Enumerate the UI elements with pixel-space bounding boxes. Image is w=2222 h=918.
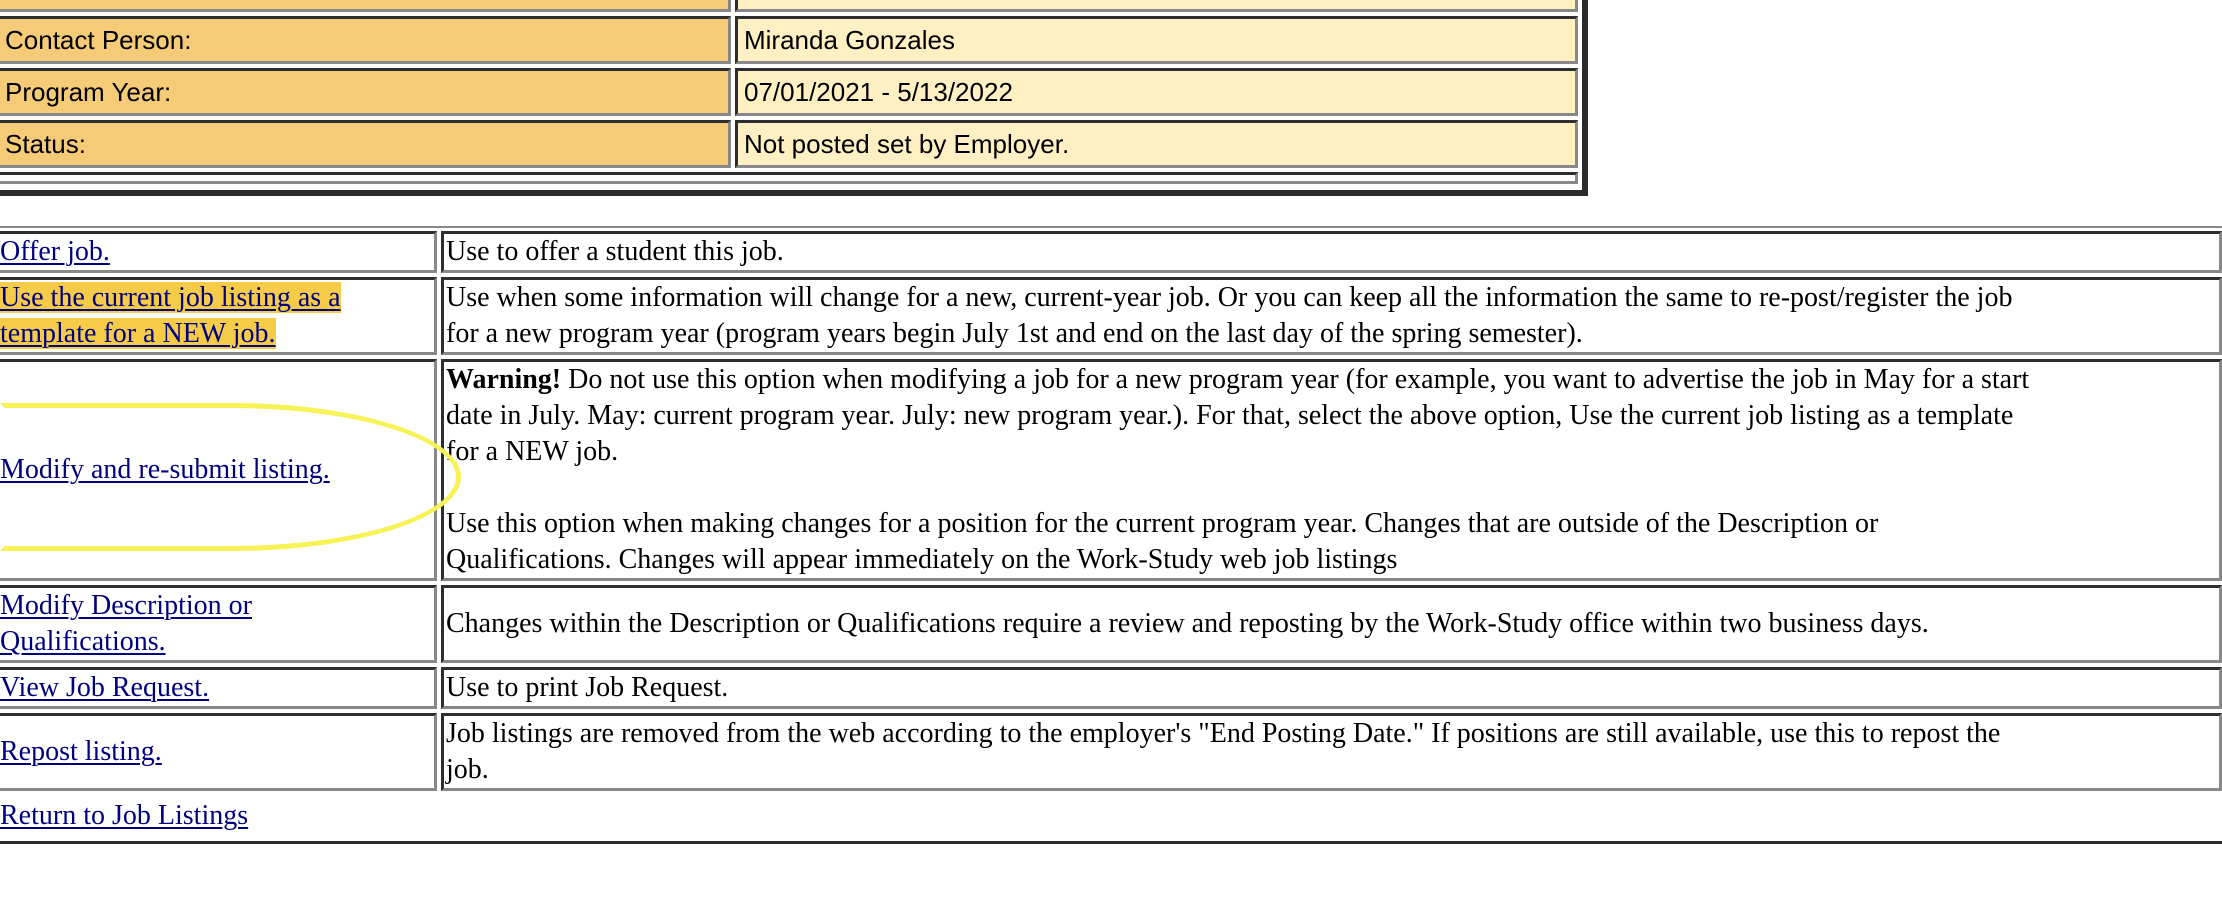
template-link-line-2: template for a NEW job. — [0, 318, 276, 349]
repost-description-line-2: job. — [446, 754, 489, 785]
action-link-cell — [0, 667, 437, 709]
modify-description-line-2: Qualifications. Changes will appear immediately on the Work-Study web job listings — [446, 544, 1398, 575]
return-cell — [0, 795, 2222, 837]
warning-text: Do not use this option when modifying a job for a new program year (for example, you want to advertise the job in May for a start — [561, 364, 2030, 395]
template-description-line-2: for a new program year (program years begin July 1st and end on the last day of the spring semester). — [446, 318, 1583, 349]
program-year-value: 07/01/2021 - 5/13/2022 — [735, 68, 1578, 116]
job-actions-table — [0, 226, 2222, 844]
view-job-request-link[interactable]: View Job Request. — [0, 672, 210, 703]
modify-description-link-line-1: Modify Description or — [0, 590, 252, 621]
action-description — [441, 231, 2222, 273]
warning-label: Warning! — [446, 364, 562, 395]
modify-description-link[interactable] — [0, 588, 434, 660]
warning-line-2: date in July. May: current program year. July: new program year.). For that, select the above option, Use the current job listing as a template — [446, 400, 2014, 431]
action-row-modify-resubmit — [0, 359, 2222, 581]
modify-description-link-line-2: Qualifications. — [0, 626, 166, 657]
action-row-offer-job — [0, 231, 2222, 273]
repost-description-line-1: Job listings are removed from the web according to the employer's "End Posting Date." If positions are still available, use this to repost the — [446, 718, 2001, 749]
info-label — [0, 0, 731, 12]
repost-listing-link[interactable]: Repost listing. — [0, 736, 162, 767]
action-row-modify-description — [0, 585, 2222, 663]
template-description-line-1: Use when some information will change for a new, current-year job. Or you can keep all the information the same to re-post/register the job — [446, 282, 2013, 313]
action-description — [441, 667, 2222, 709]
action-link-cell — [0, 585, 437, 663]
contact-person-label: Contact Person: — [0, 16, 731, 64]
template-link-line-1: Use the current job listing as a — [0, 282, 341, 313]
status-value: Not posted set by Employer. — [735, 120, 1578, 168]
action-description — [441, 713, 2222, 791]
return-to-job-listings-link[interactable]: Return to Job Listings — [0, 800, 249, 831]
action-row-view-job-request — [0, 667, 2222, 709]
info-row-status — [0, 120, 1578, 168]
warning-line-1 — [446, 362, 2217, 398]
info-row-partial — [0, 0, 1578, 12]
action-description — [441, 277, 2222, 355]
offer-job-link[interactable]: Offer job. — [0, 236, 110, 267]
info-row-contact-person — [0, 16, 1578, 64]
action-description — [441, 585, 2222, 663]
info-value — [735, 0, 1578, 12]
offer-job-description: Use to offer a student this job. — [446, 236, 784, 267]
info-row-program-year — [0, 68, 1578, 116]
status-label: Status: — [0, 120, 731, 168]
view-job-request-description: Use to print Job Request. — [446, 672, 729, 703]
action-row-repost-listing — [0, 713, 2222, 791]
modify-resubmit-link[interactable]: Modify and re-submit listing. — [0, 454, 330, 485]
contact-person-value: Miranda Gonzales — [735, 16, 1578, 64]
modify-description-line-1: Use this option when making changes for a position for the current program year. Changes that are outside of the Description or — [446, 508, 1879, 539]
program-year-label: Program Year: — [0, 68, 731, 116]
action-link-cell — [0, 277, 437, 355]
job-info-table — [0, 0, 1588, 196]
paragraph-gap — [446, 470, 2217, 506]
action-link-cell — [0, 713, 437, 791]
empty-cell — [0, 172, 1578, 184]
use-as-template-link[interactable] — [0, 280, 434, 352]
action-link-cell — [0, 231, 437, 273]
warning-line-3: for a NEW job. — [446, 436, 619, 467]
action-row-use-as-template — [0, 277, 2222, 355]
action-link-cell — [0, 359, 437, 581]
modify-qualifications-description: Changes within the Description or Qualifications require a review and reposting by the Work-Study office within two business days. — [446, 608, 1929, 639]
action-row-return — [0, 795, 2222, 837]
action-description — [441, 359, 2222, 581]
info-row-empty — [0, 172, 1578, 184]
